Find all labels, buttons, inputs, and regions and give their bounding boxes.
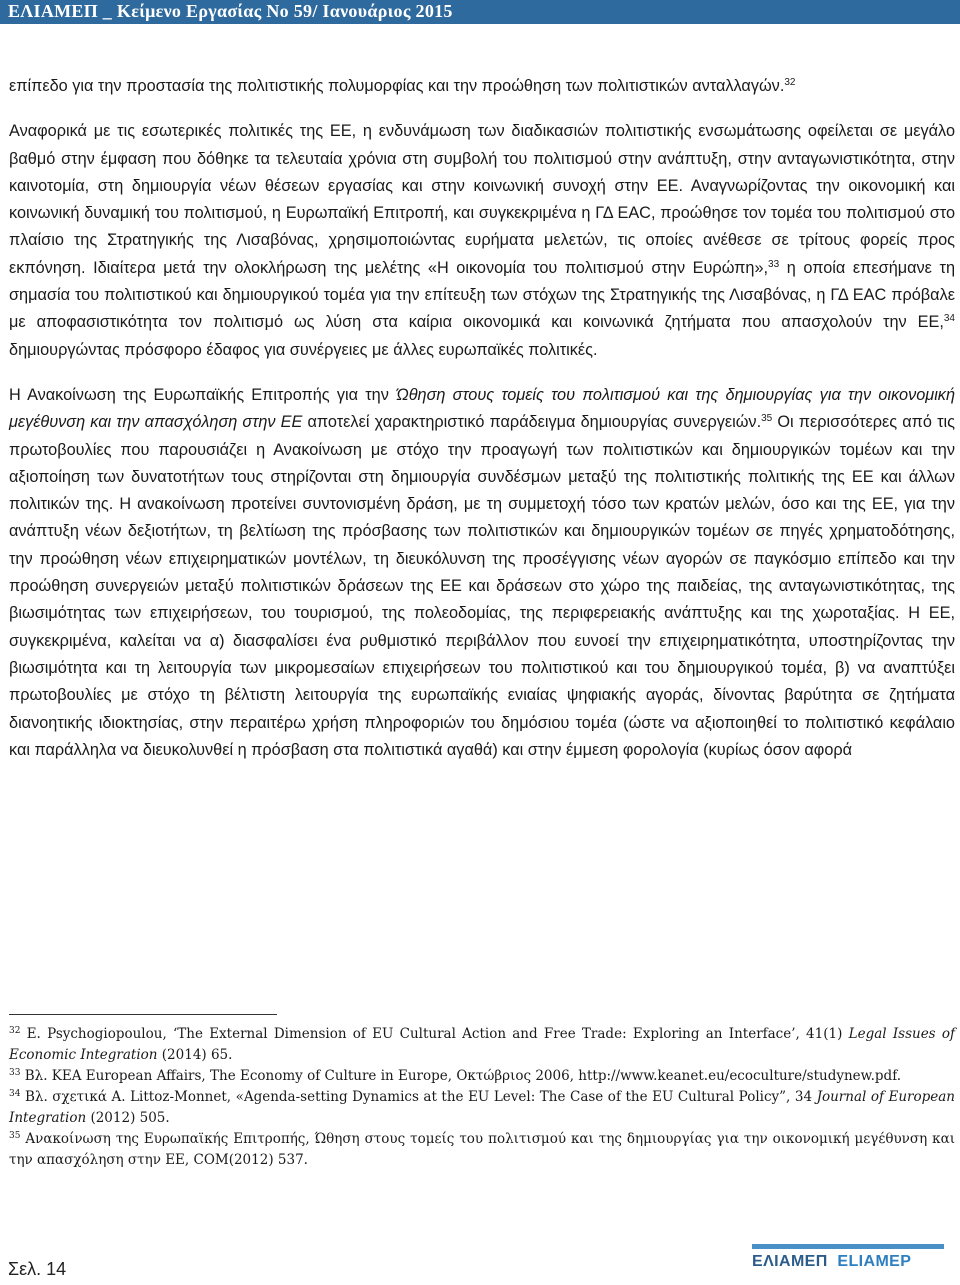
footnote-32: $^{32}$ E. Psychogiopoulou, ‘The External Dimension of EU Cultural Action and Free Trade: Exploring an Interface’, 41(1) Legal Issues of Economic Integration (2014) 65. — [9, 1026, 955, 1063]
body-text — [9, 73, 955, 764]
footnote-34: $^{34}$ Βλ. σχετικά A. Littoz-Monnet, «Agenda-setting Dynamics at the EU Level: The Case of the EU Cultural Policy”, 34 Journal of European Integration (2012) 505. — [9, 1089, 955, 1126]
footnote-ref-34[interactable]: 34 — [943, 313, 955, 325]
footnote-separator — [9, 1014, 277, 1015]
footnote-ref-32[interactable]: 32 — [784, 77, 796, 88]
page-number: Σελ. 14 — [8, 1259, 67, 1279]
paragraph-3: Η Ανακοίνωση της Ευρωπαϊκής Επιτροπής για την Ώθηση στους τομείς του πολιτισμού και της δημιουργίας για την οικονομική μεγέθυνση και την απασχόληση στην ΕΕ αποτελεί χαρακτηριστικό παράδειγμα δημιουργίας συνεργειών.$^{35}$ Οι περισσότερες από τις πρωτοβουλίες που παρουσιάζει η Ανακοίνωση με στόχο την προαγωγή των πολιτιστικών και δημιουργικών τομέων και την αξιοποίηση των δυνατοτήτων τους στηρίζονται στη δημιουργία συνδέσμων μεταξύ της πολιτιστικής πολιτικής της ΕΕ και άλλων πολιτικών της. Η ανακοίνωση προτείνει συντονισμένη δράση, με τη συμμετοχή τόσο των κρατών μελών, όσο και της ΕΕ, για την ανάπτυξη νέων δεξιοτήτων, τη βελτίωση της πρόσβασης των πολιτιστικών και δημιουργικών τομέων σε πηγές χρηματοδότησης, την προώθηση νέων επιχειρηματικών μοντέλων, τη διευκόλυνση της προσέγγισης νέων αγορών σε παγκόσμιο επίπεδο και την προώθηση συνεργειών μεταξύ πολιτιστικών δράσεων της ΕΕ και δράσεων στο χώρο της παιδείας, της ανταγωνιστικότητας, της βιωσιμότητας των επιχειρήσεων, του τουρισμού, της πολεοδομίας, της περιφερειακής ανάπτυξης και της χωροταξίας. Η ΕΕ, συγκεκριμένα, καλείται να α) διασφαλίσει ένα ρυθμιστικό περιβάλλον που ευνοεί την επιχειρηματικότητα, υποστηρίζοντας την βιωσιμότητα και τη λειτουργία των μικρομεσαίων επιχειρήσεων του πολιτιστικού και του δημιουργικού τομέα, β) να αναπτύξει πρωτοβουλίες με στόχο τη βέλτιστη λειτουργία της ευρωπαϊκής ενιαίας ψηφιακής αγοράς, δίνοντας βαρύτητα σε ζητήματα διανοητικής ιδιοκτησίας, στην περαιτέρω χρήση πληροφοριών του δημόσιου τομέα (ώστε να αξιοποιηθεί το πολιτιστικό κεφάλαιο και παράλληλα να διευκολυνθεί η πρόσβαση στα πολιτιστικά αγαθά) και στην έμμεση φορολογία (κυρίως όσον αφορά — [9, 385, 955, 759]
page-header — [0, 0, 960, 24]
footnote-33: $^{33}$ Βλ. KEA European Affairs, The Economy of Culture in Europe, Οκτώβριος 2006, http://www.keanet.eu/ecoculture/studynew.pdf. — [9, 1068, 902, 1084]
eliamep-logo — [752, 1244, 944, 1274]
logo-bar — [752, 1244, 944, 1249]
communication-title: Ώθηση στους τομείς του πολιτισμού και της δημιουργίας για την οικονομική μεγέθυνση και την απασχόληση στην ΕΕ — [9, 385, 955, 432]
footnotes — [9, 1024, 955, 1171]
header-title: ΕΛΙΑΜΕΠ _ Κείμενο Εργασίας Νο 59/ Ιανουάριος 2015 — [8, 1, 453, 21]
paragraph-1: επίπεδο για την προστασία της πολιτιστικής πολυμορφίας και την προώθηση των πολιτιστικών ανταλλαγών.$^{32}$ — [9, 77, 796, 95]
footnote-35: $^{35}$ Ανακοίνωση της Ευρωπαϊκής Επιτροπής, Ώθηση στους τομείς του πολιτισμού και της δημιουργίας για την οικονομική μεγέθυνση και την απασχόληση στην ΕΕ, COM(2012) 537. — [9, 1131, 955, 1168]
logo-text: ΕΛΙΑΜΕΠ ELIAMEP — [752, 1253, 912, 1270]
paragraph-2: Αναφορικά με τις εσωτερικές πολιτικές της ΕΕ, η ενδυνάμωση των διαδικασιών πολιτιστικής ενσωμάτωσης οφείλεται σε μεγάλο βαθμό στην έμφαση που δόθηκε τα τελευταία χρόνια στη συμβολή του πολιτισμού στην ανάπτυξη, στην ανταγωνιστικότητα, στην καινοτομία, στη δημιουργία νέων θέσεων εργασίας και στην κοινωνική συνοχή στην ΕΕ. Αναγνωρίζοντας την οικονομική και κοινωνική δυναμική του πολιτισμού, η Ευρωπαϊκή Επιτροπή, και συγκεκριμένα η ΓΔ EAC, προώθησε τον τομέα του πολιτισμού στο πλαίσιο της Στρατηγικής της Λισαβόνας, χρησιμοποιώντας ευρήματα μελετών, τις οποίες ανέθεσε σε τρίτους φορείς προς εκπόνηση. Ιδιαίτερα μετά την ολοκλήρωση της μελέτης «Η οικονομία του πολιτισμού στην Ευρώπη»,$^{33}$ η οποία επεσήμανε τη σημασία του πολιτιστικού και δημιουργικού τομέα για την επίτευξη των στόχων της Στρατηγικής της Λισαβόνας, η ΓΔ EAC πρόβαλε με αποφασιστικότητα τον πολιτισμό ως λύση στα καίρια οικονομικά και κοινωνικά ζητήματα που απασχολούν την ΕΕ,$^{34}$ δημιουργώντας πρόσφορο έδαφος για συνέργειες με άλλες ευρωπαϊκές πολιτικές. — [9, 122, 956, 359]
footnote-ref-33[interactable]: 33 — [768, 258, 780, 270]
footnote-ref-35[interactable]: 35 — [761, 413, 773, 425]
